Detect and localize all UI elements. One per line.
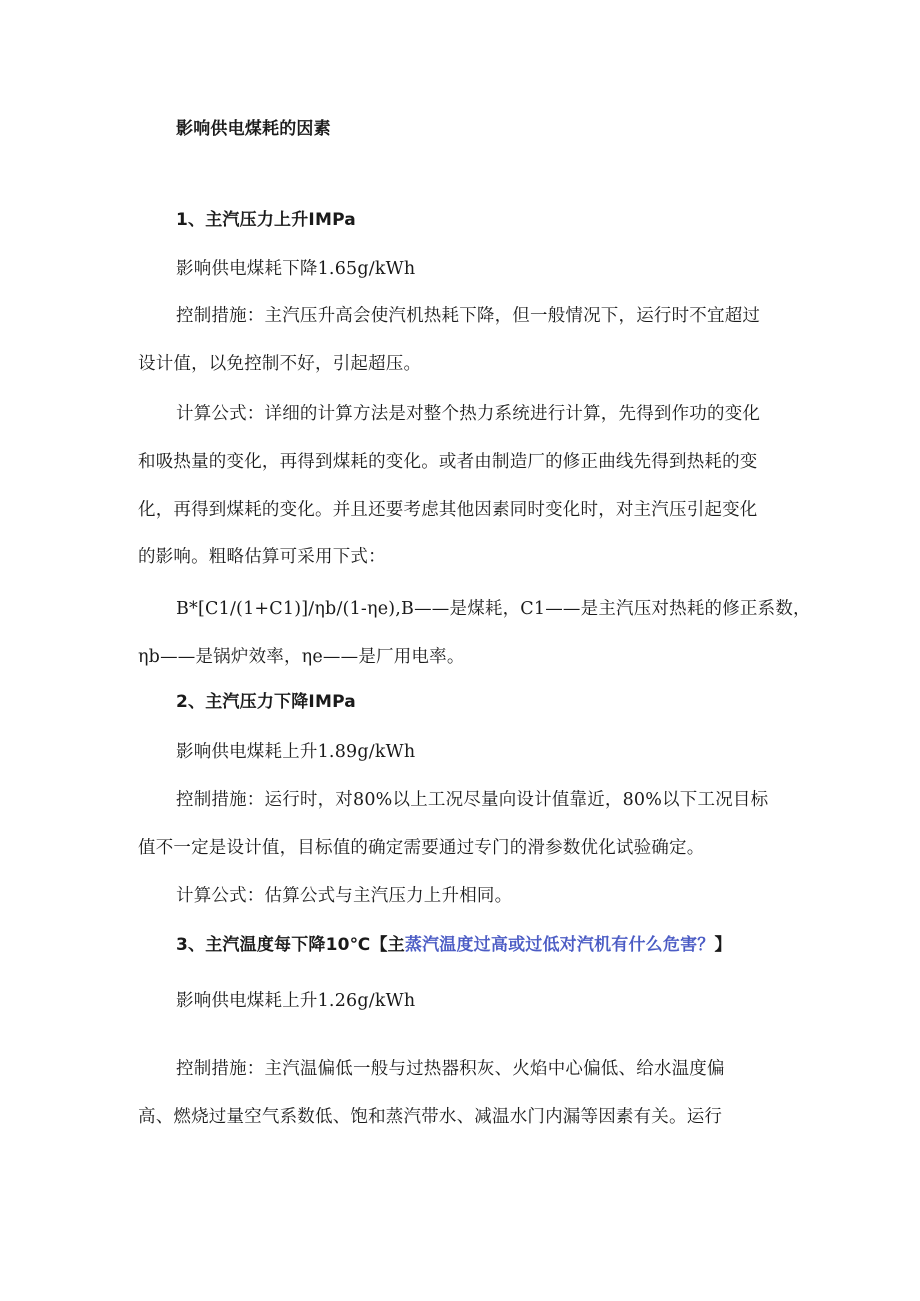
section-1-calc-line-4: 的影响。粗略估算可采用下式： (138, 547, 386, 567)
section-3-impact: 影响供电煤耗上升1.26g∕kWh (176, 991, 416, 1011)
section-1-heading: 1、主汽压力上升IMPa (176, 210, 356, 230)
section-3-control-line-1: 控制措施：主汽温偏低一般与过热器积灰、火焰中心偏低、给水温度偏 (176, 1059, 725, 1079)
section-3-heading-link[interactable]: 蒸汽温度过高或过低对汽机有什么危害？ (404, 935, 715, 955)
section-2-heading: 2、主汽压力下降IMPa (176, 692, 356, 712)
section-1-control-line-2: 设计值，以免控制不好，引起超压。 (138, 354, 422, 374)
section-1-impact: 影响供电煤耗下降1.65g∕kWh (176, 259, 416, 279)
section-1-formula-line-2: ηb——是锅炉效率，ηe——是厂用电率。 (138, 647, 465, 667)
section-2-calc: 计算公式：估算公式与主汽压力上升相同。 (176, 886, 513, 906)
section-3-heading-prefix: 3、主汽温度每下降10℃【主 (176, 935, 405, 955)
document-title: 影响供电煤耗的因素 (176, 119, 331, 139)
section-3-heading (176, 933, 732, 957)
section-1-calc-line-3: 化，再得到煤耗的变化。并且还要考虑其他因素同时变化时，对主汽压引起变化 (138, 500, 758, 520)
section-1-formula-line-1: B*[C1∕(1+C1)]∕ηb∕(1-ηe),B——是煤耗，C1——是主汽压对热耗的修正系数， (176, 599, 811, 619)
section-1-control-line-1: 控制措施：主汽压升高会使汽机热耗下降，但一般情况下，运行时不宜超过 (176, 306, 761, 326)
section-1-calc-line-1: 计算公式：详细的计算方法是对整个热力系统进行计算，先得到作功的变化 (176, 404, 761, 424)
section-2-impact: 影响供电煤耗上升1.89g∕kWh (176, 742, 416, 762)
section-3-heading-suffix: 】 (714, 935, 732, 955)
section-1-calc-line-2: 和吸热量的变化，再得到煤耗的变化。或者由制造厂的修正曲线先得到热耗的变 (138, 452, 758, 472)
section-3-control-line-2: 高、燃烧过量空气系数低、饱和蒸汽带水、减温水门内漏等因素有关。运行 (138, 1107, 723, 1127)
section-2-control-line-2: 值不一定是设计值，目标值的确定需要通过专门的滑参数优化试验确定。 (138, 838, 705, 858)
section-2-control-line-1: 控制措施：运行时，对80%以上工况尽量向设计值靠近，80%以下工况目标 (176, 790, 769, 810)
